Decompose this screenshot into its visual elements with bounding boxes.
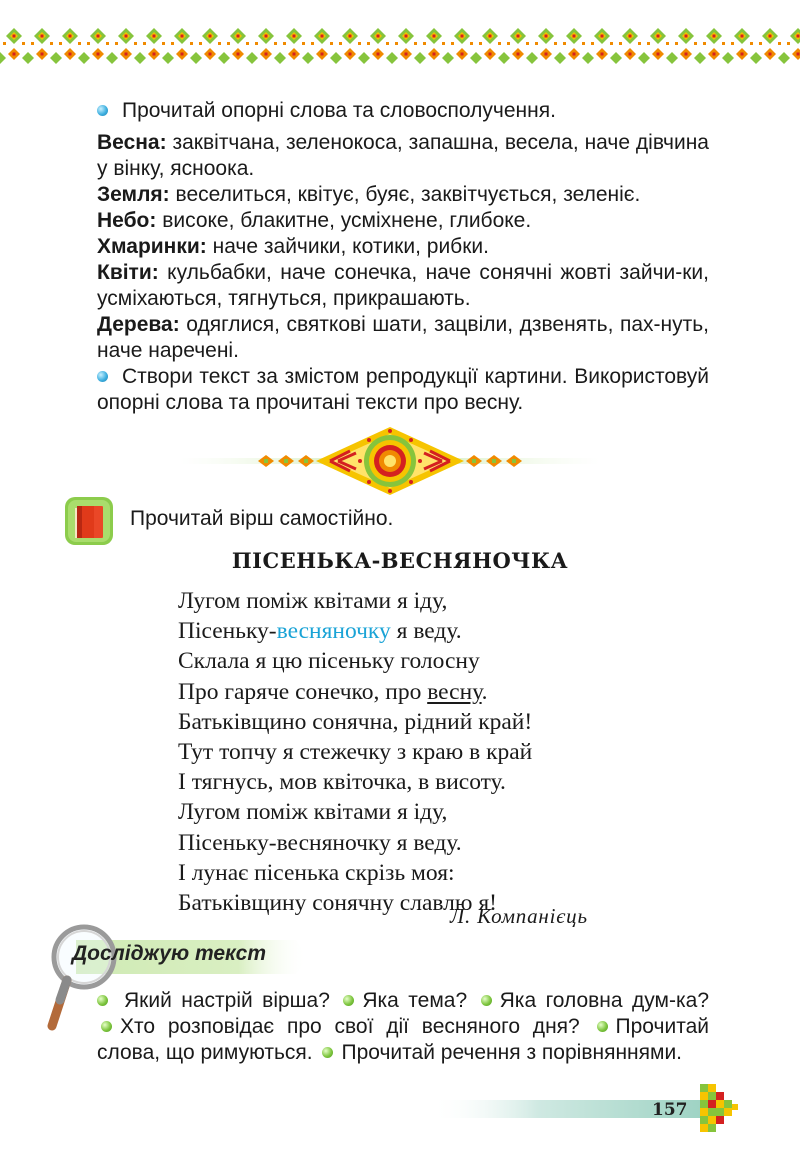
entry-flowers: Квіти: кульбабки, наче сонечка, наче сонячні жовті зайчи-ки, усміхаються, тягнуться, прикрашають. (97, 261, 709, 310)
entry-spring: Весна: заквітчана, зеленокоса, запашна, весела, наче дівчина у вінку, ясноока. (97, 131, 709, 180)
bullet-icon (97, 105, 108, 116)
highlighted-word: весняночку (276, 618, 391, 645)
entry-sky: Небо: високе, блакитне, усміхнене, глибоке. (97, 209, 532, 232)
entry-trees: Дерева: одяглися, святкові шати, зацвіли, дзвенять, пах-нуть, наче наречені. (97, 313, 709, 362)
poem-line: І тягнусь, мов квіточка, в висоту. (178, 769, 506, 796)
entry-clouds: Хмаринки: наче зайчики, котики, рибки. (97, 235, 489, 258)
entry-earth: Земля: веселиться, квітує, буяє, заквітчується, зеленіє. (97, 183, 641, 206)
poem-line: Пісеньку-весняночку я веду. (178, 618, 462, 645)
poem-line: Батьківщино сонячна, рідний край! (178, 708, 533, 735)
bullet-icon (322, 1047, 333, 1058)
poem-line: Тут топчу я стежечку з краю в край (178, 739, 533, 766)
poem-title: ПІСЕНЬКА-ВЕСНЯНОЧКА (231, 548, 569, 573)
bullet-icon (101, 1021, 112, 1032)
poem-line: Про гаряче сонечко, про весну. (178, 678, 488, 705)
poem-line: Пісеньку-весняночку я веду. (178, 829, 462, 856)
footer-ornament (430, 1078, 760, 1136)
bullet-icon (343, 995, 354, 1006)
poem-line: Лугом поміж квітами я іду, (178, 588, 448, 614)
poem-line: Батьківщину сонячну славлю я! (178, 890, 497, 917)
key-words-section (97, 98, 709, 416)
bullet-icon (481, 995, 492, 1006)
poem-line: Склала я цю пісеньку голосну (178, 648, 480, 675)
book-icon (64, 496, 114, 546)
task-create-text: Створи текст за змістом репродукції картини. Використовуй опорні слова та прочитані тексти про весну. (97, 365, 709, 414)
research-questions: Який настрій вірша? Яка тема? Яка головна дум-ка? Хто розповідає про свої дії весняного дня? Прочитай слова, що римуються. Прочитай речення з порівняннями. (97, 989, 709, 1064)
bullet-icon (597, 1021, 608, 1032)
top-ornament-border (0, 22, 800, 72)
poem-author: Л. Компанієць (450, 904, 588, 928)
ornament-divider (180, 425, 600, 497)
bullet-icon (97, 371, 108, 382)
underlined-word: весну (427, 678, 482, 705)
reading-instruction: Прочитай вірш самостійно. (130, 507, 394, 530)
section-heading: Досліджую текст (72, 942, 267, 965)
bullet-icon (97, 995, 108, 1006)
page-number: 157 (652, 1100, 688, 1120)
poem-line: Лугом поміж квітами я іду, (178, 799, 448, 826)
task-read-key-words: Прочитай опорні слова та словосполучення. (97, 98, 709, 124)
poem-line: І лунає пісенька скрізь моя: (178, 859, 455, 886)
poem (178, 586, 532, 918)
